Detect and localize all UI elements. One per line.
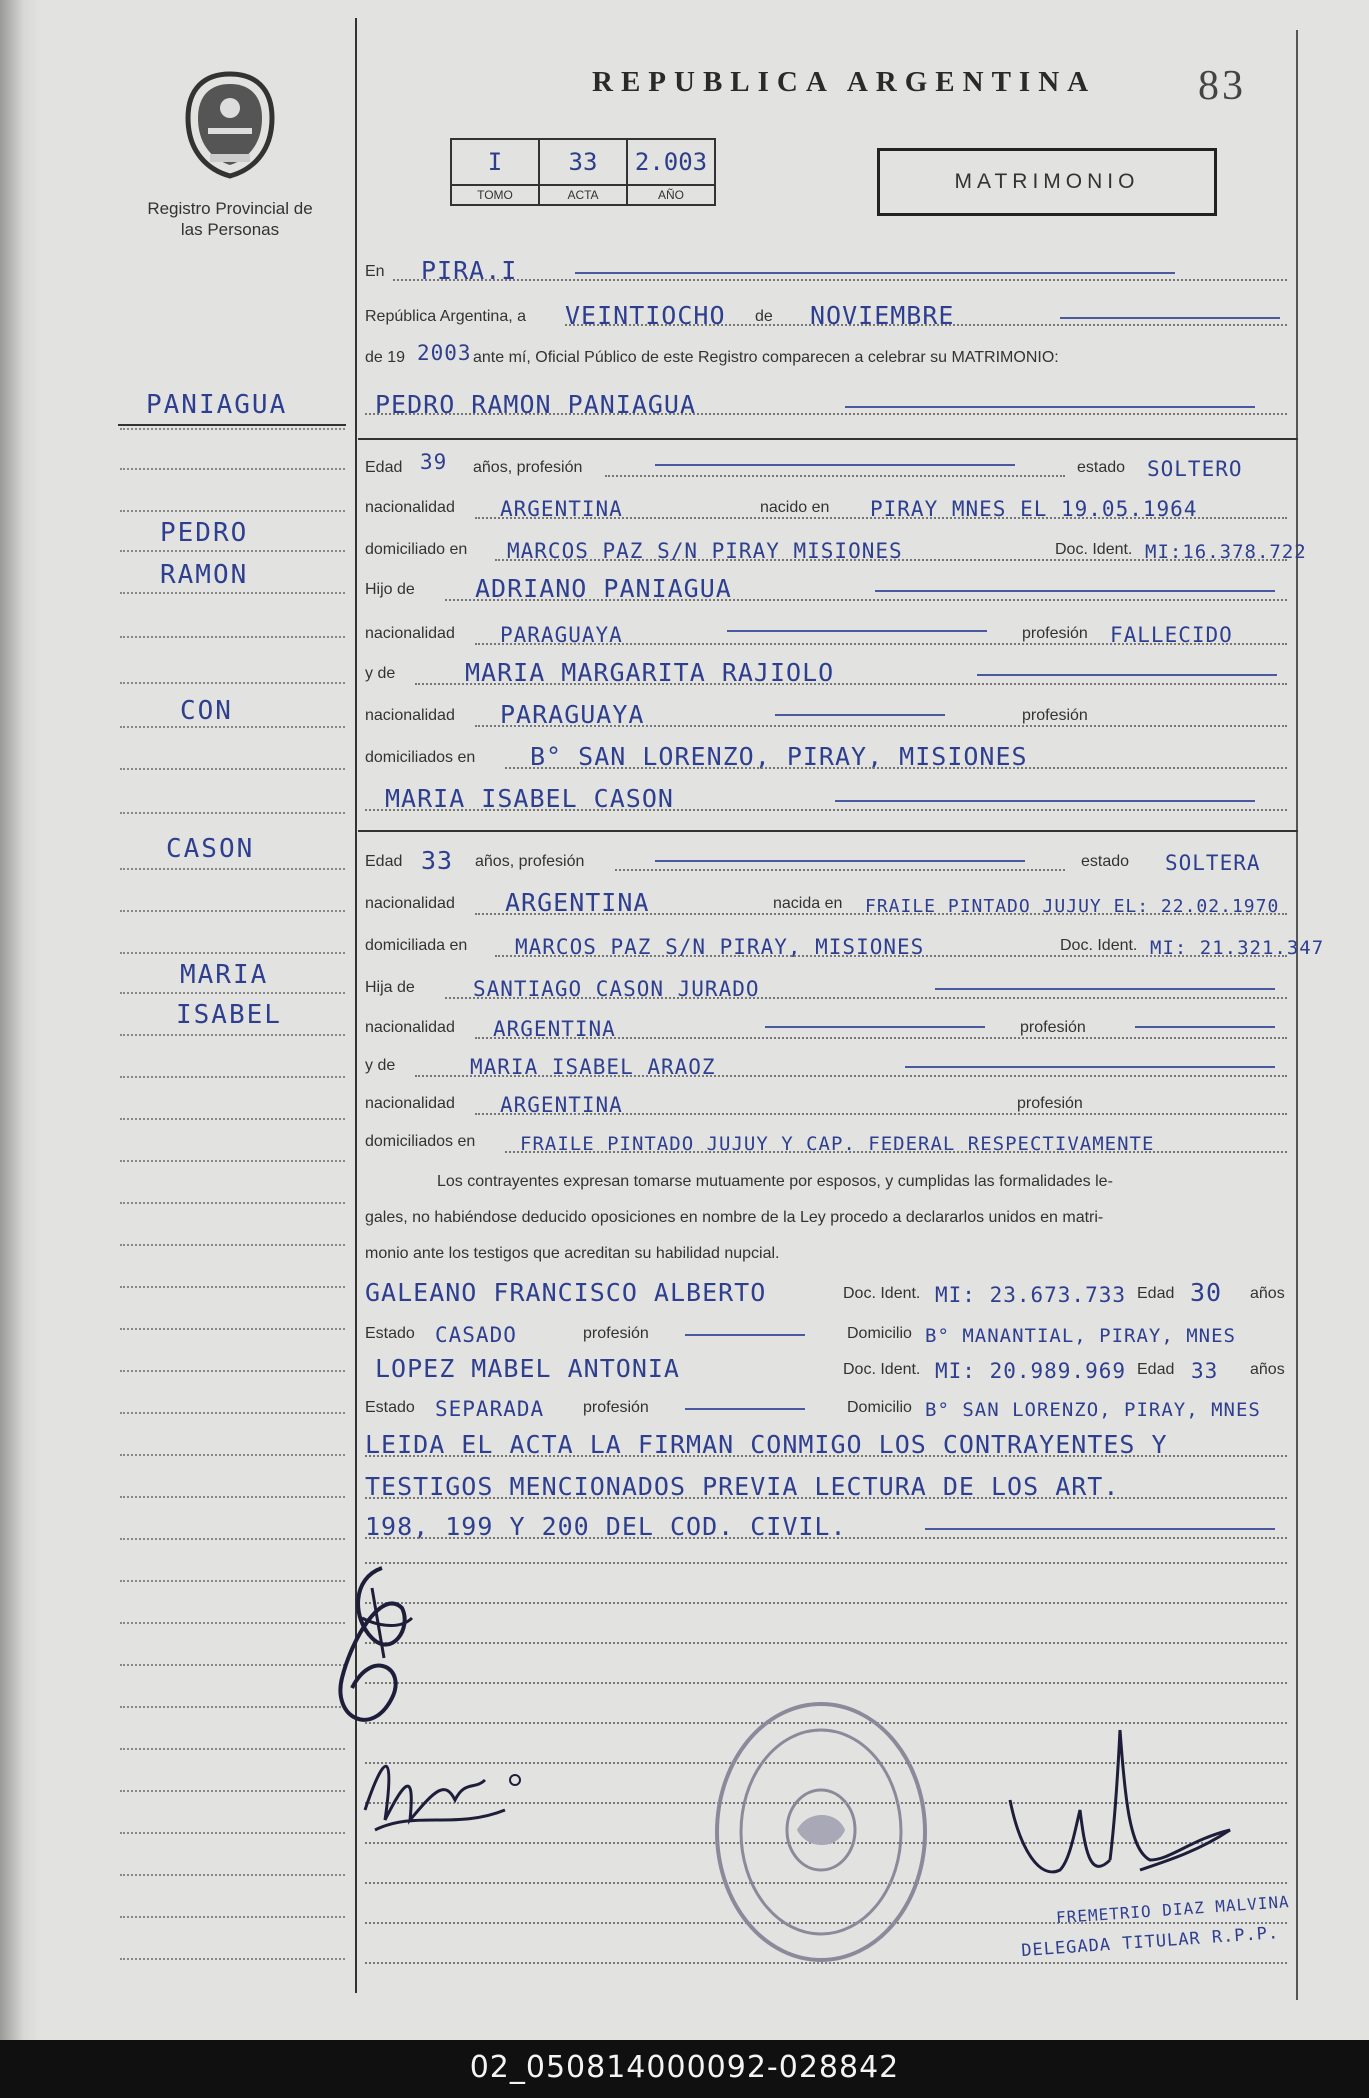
nacionalidad-label: nacionalidad xyxy=(365,895,455,912)
witness-2-name: LOPEZ MABEL ANTONIA xyxy=(375,1354,680,1383)
margin-bride-surname: CASON xyxy=(166,834,255,864)
margin-connector: CON xyxy=(180,696,233,726)
domiciliados-label: domiciliados en xyxy=(365,1133,476,1150)
row-bride-father xyxy=(365,966,1295,1004)
margin-bride-name-1: MARIA xyxy=(180,960,269,990)
row-bride-nationality xyxy=(365,882,1295,920)
closing-line-3: 198, 199 Y 200 DEL COD. CIVIL. xyxy=(365,1512,847,1541)
margin-line xyxy=(120,468,345,470)
row-groom-mother-nat xyxy=(365,694,1295,732)
nacida-label: nacida en xyxy=(773,895,843,912)
margin-bride-name-2: ISABEL xyxy=(176,1000,282,1030)
section-divider xyxy=(358,830,1298,832)
bride-father: SANTIAGO CASON JURADO xyxy=(473,977,760,1001)
row-groom-name xyxy=(365,384,1295,422)
nacido-label: nacido en xyxy=(760,499,830,516)
dotted-line xyxy=(495,559,1287,561)
en-label: En xyxy=(365,263,385,280)
row-witness-1-details xyxy=(365,1312,1295,1350)
fill-dash xyxy=(935,988,1275,990)
groom-parents-address: B° SAN LORENZO, PIRAY, MISIONES xyxy=(530,742,1028,771)
row-closing-1 xyxy=(365,1424,1295,1462)
row-bride-parents-address xyxy=(365,1120,1295,1158)
dotted-line xyxy=(365,1602,1287,1604)
margin-line xyxy=(120,726,345,728)
row-groom-age xyxy=(365,446,1295,484)
dotted-line xyxy=(475,1037,1287,1039)
margin-line xyxy=(120,1958,345,1960)
dotted-line xyxy=(365,1642,1287,1644)
tomo-label: TOMO xyxy=(451,185,539,205)
fill-dash xyxy=(925,1528,1275,1530)
profesion-label: profesión xyxy=(1022,625,1088,642)
fill-dash xyxy=(685,1408,805,1410)
dotted-line xyxy=(365,1455,1287,1457)
bride-address: MARCOS PAZ S/N PIRAY, MISIONES xyxy=(515,935,925,959)
document-type-box: MATRIMONIO xyxy=(877,148,1217,216)
profesion-label: profesión xyxy=(583,1325,649,1342)
margin-line xyxy=(120,1790,345,1792)
declaration-line-1: Los contrayentes expresan tomarse mutuamente por esposos, y cumplidas las formalidades le- xyxy=(437,1173,1113,1190)
margin-line xyxy=(120,1454,345,1456)
witness-1-doc-id: MI: 23.673.733 xyxy=(935,1283,1127,1307)
row-date xyxy=(365,295,1295,333)
domicilio-label: Domicilio xyxy=(847,1325,912,1342)
margin-line xyxy=(120,1916,345,1918)
fill-dash xyxy=(845,406,1255,408)
margin-line xyxy=(120,1370,345,1372)
row-groom-mother xyxy=(365,652,1295,690)
margin-line xyxy=(120,592,345,594)
section-divider xyxy=(358,438,1298,440)
fill-dash xyxy=(775,714,945,716)
groom-birth: PIRAY MNES EL 19.05.1964 xyxy=(870,497,1198,521)
signature-contrayente-2 xyxy=(355,1740,535,1850)
registry-title: Registro Provincial de las Personas xyxy=(147,199,313,239)
declaration-line-2: gales, no habiéndose deducido oposiciones en nombre de la Ley procedo a declararlos unidos en matri- xyxy=(365,1209,1104,1226)
margin-given-name-1: PEDRO xyxy=(160,518,249,548)
witness-2-domicilio: B° SAN LORENZO, PIRAY, MNES xyxy=(925,1399,1261,1421)
fill-dash xyxy=(575,272,1175,274)
margin-line xyxy=(120,952,345,954)
country-heading: REPUBLICA ARGENTINA xyxy=(592,66,1097,98)
anos-profesion-label: años, profesión xyxy=(473,459,583,476)
row-bride-age xyxy=(365,840,1295,878)
margin-line xyxy=(120,1160,345,1162)
margin-line xyxy=(120,510,345,512)
groom-doc-id: MI:16.378.722 xyxy=(1145,541,1307,563)
domiciliados-label: domiciliados en xyxy=(365,749,476,766)
tomo-value: I xyxy=(451,139,539,185)
registry-seal-icon xyxy=(180,70,280,180)
signature-officer xyxy=(1000,1710,1260,1920)
edad-label: Edad xyxy=(1137,1361,1175,1378)
bride-nationality: ARGENTINA xyxy=(505,888,650,917)
dotted-line xyxy=(415,683,1287,685)
dotted-line xyxy=(475,1113,1287,1115)
row-bride-father-nat xyxy=(365,1006,1295,1044)
groom-nationality: ARGENTINA xyxy=(500,497,623,521)
bride-full-name: MARIA ISABEL CASON xyxy=(385,784,674,813)
dotted-line xyxy=(365,1497,1287,1499)
year-value: 2003 xyxy=(417,341,472,365)
margin-line xyxy=(120,550,345,552)
reference-table xyxy=(450,138,716,206)
profesion-label: profesión xyxy=(583,1399,649,1416)
row-groom-parents-address xyxy=(365,736,1295,774)
y-de-label: y de xyxy=(365,1057,396,1074)
domiciliado-label: domiciliado en xyxy=(365,541,468,558)
dotted-line xyxy=(475,913,1287,915)
margin-line xyxy=(120,1496,345,1498)
margin-line xyxy=(120,636,345,638)
y-de-label: y de xyxy=(365,665,396,682)
bride-birth: FRAILE PINTADO JUJUY EL: 22.02.1970 xyxy=(865,896,1280,917)
groom-father-nationality: PARAGUAYA xyxy=(500,623,623,647)
margin-line xyxy=(120,812,345,814)
witness-1-domicilio: B° MANANTIAL, PIRAY, MNES xyxy=(925,1325,1236,1347)
margin-line xyxy=(120,868,345,870)
bride-age: 33 xyxy=(421,846,454,875)
closing-line-1: LEIDA EL ACTA LA FIRMAN CONMIGO LOS CONTRAYENTES Y xyxy=(365,1430,1168,1459)
row-bride-mother xyxy=(365,1044,1295,1082)
bride-parents-address: FRAILE PINTADO JUJUY Y CAP. FEDERAL RESPECTIVAMENTE xyxy=(520,1133,1155,1155)
margin-line xyxy=(120,1538,345,1540)
dotted-line xyxy=(495,955,1287,957)
fill-dash xyxy=(875,590,1275,592)
witness-1-age: 30 xyxy=(1190,1278,1223,1307)
dotted-line xyxy=(365,1562,1287,1564)
estado-label: estado xyxy=(1081,853,1130,870)
profesion-label: profesión xyxy=(1022,707,1088,724)
margin-line xyxy=(120,1118,345,1120)
bride-doc-id: MI: 21.321.347 xyxy=(1150,937,1325,959)
month-value: NOVIEMBRE xyxy=(810,301,955,330)
dotted-line xyxy=(365,809,1287,811)
fill-dash xyxy=(765,1026,985,1028)
margin-line xyxy=(120,1034,345,1036)
signature-contrayente-1 xyxy=(312,1558,482,1758)
bride-estado: SOLTERA xyxy=(1165,851,1261,875)
margin-line xyxy=(120,910,345,912)
margin-line xyxy=(120,1286,345,1288)
groom-full-name: PEDRO RAMON PANIAGUA xyxy=(375,390,697,419)
estado-label: Estado xyxy=(365,1325,415,1342)
dotted-line xyxy=(415,1075,1287,1077)
dotted-line xyxy=(445,997,1287,999)
profesion-label: profesión xyxy=(1020,1019,1086,1036)
margin-name-underline xyxy=(118,424,346,426)
estado-label: estado xyxy=(1077,459,1126,476)
nacionalidad-label: nacionalidad xyxy=(365,1019,455,1036)
year-prefix: de 19 xyxy=(365,349,406,366)
row-groom-nationality xyxy=(365,486,1295,524)
nacionalidad-label: nacionalidad xyxy=(365,707,455,724)
row-groom-father-nat xyxy=(365,612,1295,650)
edad-label: Edad xyxy=(365,853,403,870)
margin-line xyxy=(120,1832,345,1834)
dotted-line xyxy=(505,767,1287,769)
fill-dash xyxy=(1135,1026,1275,1028)
witness-2-age: 33 xyxy=(1191,1359,1219,1383)
place-value: PIRA.I xyxy=(421,256,518,285)
groom-address: MARCOS PAZ S/N PIRAY MISIONES xyxy=(507,539,903,563)
doc-ident-label: Doc. Ident. xyxy=(843,1361,921,1378)
dotted-line xyxy=(605,475,1065,477)
row-closing-2 xyxy=(365,1466,1295,1504)
officer-title: DELEGADA TITULAR R.P.P. xyxy=(1020,1923,1280,1962)
margin-line xyxy=(120,682,345,684)
margin-line xyxy=(120,1328,345,1330)
groom-father: ADRIANO PANIAGUA xyxy=(475,574,732,603)
estado-label: Estado xyxy=(365,1399,415,1416)
fill-dash xyxy=(905,1066,1275,1068)
page-binding-shadow xyxy=(0,0,40,2040)
profesion-label: profesión xyxy=(1017,1095,1083,1112)
republic-label: República Argentina, a xyxy=(365,308,526,325)
row-groom-father xyxy=(365,568,1295,606)
dotted-line xyxy=(615,869,1065,871)
official-stamp-icon xyxy=(712,1700,930,1964)
dotted-line xyxy=(365,1682,1287,1684)
doc-ident-label: Doc. Ident. xyxy=(1055,541,1133,558)
fill-dash xyxy=(977,674,1277,676)
row-bride-name xyxy=(365,778,1295,816)
dotted-line xyxy=(475,517,1287,519)
margin-line xyxy=(120,768,345,770)
row-bride-address xyxy=(365,924,1325,962)
dotted-line xyxy=(475,643,1287,645)
margin-given-name-2: RAMON xyxy=(160,560,249,590)
margin-line xyxy=(120,1874,345,1876)
bride-father-nationality: ARGENTINA xyxy=(493,1017,616,1041)
row-witness-2-details xyxy=(365,1386,1295,1424)
declaration-line-3: monio ante los testigos que acreditan su habilidad nupcial. xyxy=(365,1245,780,1262)
groom-estado: SOLTERO xyxy=(1147,457,1243,481)
witness-2-estado: SEPARADA xyxy=(435,1397,545,1421)
acta-value: 33 xyxy=(539,139,627,185)
witness-1-name: GALEANO FRANCISCO ALBERTO xyxy=(365,1278,767,1307)
row-year xyxy=(365,336,1295,374)
edad-label: Edad xyxy=(1137,1285,1175,1302)
anos-label: años xyxy=(1250,1285,1285,1302)
fill-dash xyxy=(655,464,1015,466)
fill-dash xyxy=(655,860,1025,862)
fill-dash xyxy=(835,800,1255,802)
dotted-line xyxy=(445,599,1287,601)
fill-dash xyxy=(685,1334,805,1336)
closing-line-2: TESTIGOS MENCIONADOS PREVIA LECTURA DE LOS ART. xyxy=(365,1472,1120,1501)
right-border xyxy=(1296,30,1298,2000)
dotted-line xyxy=(393,279,1287,281)
nacionalidad-label: nacionalidad xyxy=(365,1095,455,1112)
dotted-line xyxy=(505,1151,1287,1153)
row-place xyxy=(365,250,1295,288)
bride-mother-nationality: ARGENTINA xyxy=(500,1093,623,1117)
domicilio-label: Domicilio xyxy=(847,1399,912,1416)
fill-dash xyxy=(727,630,987,632)
anio-label: AÑO xyxy=(627,185,715,205)
page-number: 83 xyxy=(1198,63,1246,109)
margin-surname: PANIAGUA xyxy=(146,390,288,420)
fill-dash xyxy=(1060,317,1280,319)
margin-line xyxy=(120,1076,345,1078)
officer-name: FREMETRIO DIAZ MALVINA xyxy=(1055,1892,1291,1928)
margin-line xyxy=(120,1412,345,1414)
groom-mother: MARIA MARGARITA RAJIOLO xyxy=(465,658,835,687)
margin-line xyxy=(120,1202,345,1204)
row-groom-address xyxy=(365,528,1307,566)
doc-ident-label: Doc. Ident. xyxy=(1060,937,1138,954)
bride-mother: MARIA ISABEL ARAOZ xyxy=(470,1055,716,1079)
hija-de-label: Hija de xyxy=(365,979,415,996)
de-label: de xyxy=(755,308,773,325)
row-closing-3 xyxy=(365,1506,1295,1544)
hijo-de-label: Hijo de xyxy=(365,581,415,598)
dotted-line xyxy=(365,1537,1287,1539)
anos-profesion-label: años, profesión xyxy=(475,853,585,870)
nacionalidad-label: nacionalidad xyxy=(365,625,455,642)
day-value: VEINTIOCHO xyxy=(565,301,726,330)
groom-father-profession: FALLECIDO xyxy=(1110,623,1233,647)
row-witness-1 xyxy=(365,1272,1295,1310)
domiciliada-label: domiciliada en xyxy=(365,937,468,954)
nacionalidad-label: nacionalidad xyxy=(365,499,455,516)
acta-label: ACTA xyxy=(539,185,627,205)
groom-mother-nationality: PARAGUAYA xyxy=(500,700,645,729)
margin-line xyxy=(120,992,345,994)
anio-value: 2.003 xyxy=(627,139,715,185)
scan-image-id: 02_050814000092-028842 xyxy=(469,2050,900,2085)
row-witness-2 xyxy=(365,1348,1295,1386)
margin-line xyxy=(120,1244,345,1246)
witness-2-doc-id: MI: 20.989.969 xyxy=(935,1359,1127,1383)
anos-label: años xyxy=(1250,1361,1285,1378)
edad-label: Edad xyxy=(365,459,403,476)
doc-ident-label: Doc. Ident. xyxy=(843,1285,921,1302)
groom-age: 39 xyxy=(420,450,448,474)
row-bride-mother-nat xyxy=(365,1082,1295,1120)
officer-text: ante mí, Oficial Público de este Registro comparecen a celebrar su MATRIMONIO: xyxy=(473,349,1059,366)
margin-line xyxy=(120,428,345,430)
witness-1-estado: CASADO xyxy=(435,1323,517,1347)
dotted-line xyxy=(475,725,1287,727)
